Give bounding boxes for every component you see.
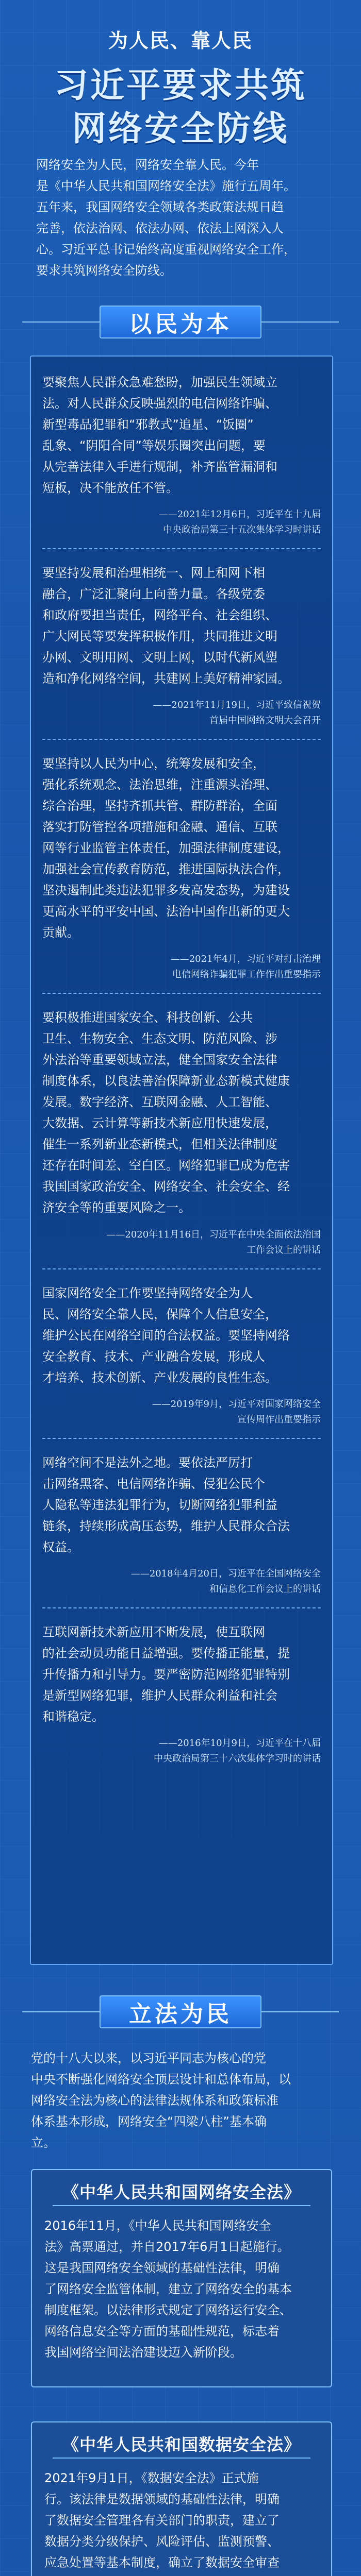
quote-line: 综合治理，坚持齐抓共管、群防群治，全面 — [42, 799, 277, 813]
law-title-rule — [53, 2458, 310, 2459]
quote-line: 要积极推进国家安全、科技创新、公共 — [42, 1010, 253, 1025]
law-line: 了网络安全监管体制，建立了网络安全的基本 — [44, 2282, 292, 2296]
law-line: 2021年9月1日，《数据安全法》正式施 — [44, 2471, 259, 2485]
source-line: ——2021年4月，习近平对打击治理 — [170, 954, 321, 964]
quote-source — [42, 1227, 321, 1258]
intro-line: 网络安全为人民，网络安全靠人民。今年 — [36, 158, 259, 172]
law-body — [44, 2215, 319, 2363]
quote-line: 是新型网络犯罪，维护人民群众利益和社会 — [42, 1688, 277, 1703]
quote-line: 安全教育、技术、产业融合发展，形成人 — [42, 1349, 265, 1364]
quote-source — [42, 952, 321, 982]
intro-line: 要求共筑网络安全防线。 — [36, 263, 172, 278]
intro2-line: 网络安全法为核心的法律法规体系和政策标准 — [31, 2093, 278, 2108]
intro-paragraph — [36, 155, 325, 281]
law-line — [44, 2573, 319, 2576]
section-banner-2 — [0, 1994, 361, 2030]
quote-line: 要聚焦人民群众急难愁盼，加强民生领域立 — [42, 375, 277, 389]
law-line: 法》高票通过，并自2017年6月1日起施行。 — [44, 2240, 290, 2254]
quote-line: 强化系统观念、法治思维，注重源头治理、 — [42, 777, 277, 792]
section-banner-1 — [0, 304, 361, 340]
quote-line: 广大网民等要发挥积极作用，共同推进文明 — [42, 629, 277, 643]
quote-text — [42, 753, 321, 943]
quote-line: 要坚持以人民为中心，统筹发展和安全， — [42, 756, 265, 771]
poster-header — [0, 0, 361, 289]
quote-line: 外法治等重要领域立法，健全国家安全法律 — [42, 1053, 277, 1067]
quote-source — [42, 1566, 321, 1597]
quote-line: 互联网新技术新应用不断发展，使互联网 — [42, 1625, 265, 1639]
quote-line: 法。对人民群众反映强烈的电信网络诈骗、 — [42, 396, 277, 411]
intro-line: 完善，依法治网、依法办网、依法上网深入人 — [36, 221, 284, 235]
quote-line: 我国国家政治安全、网络安全、社会安全、经 — [42, 1179, 290, 1194]
source-line: 电信网络诈骗犯罪工作作出重要指示 — [172, 969, 321, 980]
quote-line: 融合，广泛汇聚向上向善力量。各级党委 — [42, 587, 265, 601]
law-line: 数据分类分级保护、风险评估、监测预警、 — [44, 2534, 280, 2549]
quote-line: 的社会动员功能日益增强。要传播正能量，提 — [42, 1646, 290, 1660]
source-line: ——2021年12月6日，习近平在十九届 — [158, 509, 321, 520]
source-line: 宣传周作出重要指示 — [237, 1414, 321, 1425]
source-line: ——2016年10月9日，习近平在十八届 — [158, 1738, 321, 1749]
quote-line: 权益。 — [42, 1540, 79, 1554]
quote-text — [42, 1622, 321, 1727]
quote-divider — [42, 548, 321, 549]
quote-line: 短板，决不能放任不管。 — [42, 481, 178, 495]
quote-text — [42, 372, 321, 499]
quote-line: 坚决遏制此类违法犯罪多发高发态势，为建设 — [42, 883, 290, 897]
quote-line: 济安全等的重要风险之一。 — [42, 1200, 191, 1215]
quote-line: 卫生、生物安全、生态文明、防范风险、涉 — [42, 1031, 277, 1046]
quote-line: 造和净化网络空间，共建网上美好精神家园。 — [42, 671, 290, 686]
section-title-2: 立法为民 — [100, 1995, 261, 2028]
quote-line: 链条，持续形成高压态势，维护人民群众合法 — [42, 1519, 290, 1533]
intro2-line: 立。 — [31, 2136, 56, 2150]
law-line: 行。该法律是数据领域的基础性法律，明确 — [44, 2492, 280, 2506]
quote-line: 发展。数字经济、互联网金融、人工智能、 — [42, 1095, 277, 1109]
law-line: 了数据安全管理各有关部门的职责，建立了 — [44, 2513, 280, 2528]
quote-divider — [42, 993, 321, 994]
banner-line-right — [261, 2011, 339, 2012]
quote-line: 乱象、“阴阳合同”等娱乐圈突出问题，要 — [42, 438, 266, 453]
quote-source — [42, 507, 321, 538]
quote-text — [42, 1283, 321, 1388]
quote-source — [42, 1397, 321, 1428]
quote-divider — [42, 1268, 321, 1269]
quote-line: 制度体系，以良法善治保障新业态新模式健康 — [42, 1074, 290, 1088]
intro2-line: 体系基本形成，网络安全“四梁八柱”基本确 — [31, 2114, 267, 2129]
law-title: 《中华人民共和国数据安全法》 — [62, 2435, 301, 2454]
source-line: 工作会议上的讲话 — [247, 1245, 321, 1256]
quote-text — [42, 1452, 321, 1558]
source-line: ——2021年11月19日，习近平致信祝贺 — [153, 700, 321, 710]
law-title-rule — [53, 2205, 310, 2206]
quote-line: 办网、文明用网、文明上网，以时代新风塑 — [42, 650, 277, 665]
source-line: ——2018年4月20日，习近平在全国网络安全 — [130, 1568, 321, 1579]
intro-line: 是《中华人民共和国网络安全法》施行五周年。 — [36, 179, 296, 193]
quote-line: 贡献。 — [42, 925, 79, 940]
quote-line: 大数据、云计算等新技术新应用快速发展， — [42, 1116, 277, 1130]
intro2-line: 党的十八大以来，以习近平同志为核心的党 — [31, 2051, 266, 2065]
quote-source — [42, 1736, 321, 1767]
source-line: ——2019年9月，习近平对国家网络安全 — [152, 1399, 321, 1410]
quotes-box — [30, 355, 333, 1965]
quote-line: 和政府要担当责任，网络平台、社会组织、 — [42, 608, 277, 622]
quote-text — [42, 563, 321, 689]
quote-line: 要坚持发展和治理相统一、网上和网下相 — [42, 566, 265, 580]
section-title-1: 以民为本 — [100, 306, 261, 338]
law-line: 这是我国网络安全领域的基础性法律，明确 — [44, 2261, 280, 2275]
quote-line: 从完善法律入手进行规制，补齐监管漏洞和 — [42, 460, 277, 474]
quote-line: 民、网络安全靠人民，保障个人信息安全， — [42, 1307, 277, 1321]
quote-line: 还存在时间差、空白区。网络犯罪已成为危害 — [42, 1158, 290, 1173]
quote-line: 网等行业监管主体责任，加强法律制度建设， — [42, 841, 290, 855]
banner-line-left — [22, 321, 100, 323]
quote-line: 升传播力和引导力。要严密防范网络犯罪特别 — [42, 1667, 290, 1682]
poster-kicker: 为人民、靠人民 — [108, 29, 253, 52]
quote-source — [42, 698, 321, 728]
section2-intro — [31, 2048, 330, 2154]
law-card-cybersecurity-law — [31, 2169, 332, 2387]
banner-line-left — [22, 2011, 100, 2012]
quote-line: 才培养、技术创新、产业发展的良性生态。 — [42, 1370, 277, 1385]
law-body — [44, 2468, 319, 2576]
law-line: 应急处置等基本制度，确立了数据安全审查 — [44, 2555, 280, 2570]
banner-line-right — [261, 321, 339, 323]
poster-title-line-2: 网络安全防线 — [72, 109, 289, 148]
quote-divider — [42, 1607, 321, 1608]
poster-title-line-1: 习近平要求共筑 — [54, 65, 307, 105]
intro-line: 五年来，我国网络安全领域各类政策法规日趋 — [36, 200, 284, 214]
quote-line: 催生一系列新业态新模式，但相关法律制度 — [42, 1137, 277, 1151]
quote-line: 国家网络安全工作要坚持网络安全为人 — [42, 1286, 253, 1300]
intro2-line: 中央不断强化网络安全顶层设计和总体布局，以 — [31, 2072, 291, 2087]
quote-text — [42, 1007, 321, 1218]
intro-line: 心。习近平总书记始终高度重视网络安全工作， — [36, 242, 296, 257]
quote-line: 落实打防管控各项措施和金融、通信、互联 — [42, 820, 277, 834]
source-line: 中央政治局第三十六次集体学习时的讲话 — [154, 1753, 321, 1764]
law-line: 我国网络空间法治建设迈入新阶段。 — [44, 2345, 242, 2360]
law-line: 网络信息安全等方面的基础性规范，标志着 — [44, 2324, 280, 2338]
quote-line: 新型毒品犯罪和“邪教式”追星、“饭圈” — [42, 417, 254, 432]
quote-line: 更高水平的平安中国、法治中国作出新的更大 — [42, 904, 290, 919]
law-line: 制度框架。以法律形式规定了网络运行安全、 — [44, 2303, 292, 2317]
source-line: ——2020年11月16日，习近平在中央全面依法治国 — [106, 1229, 321, 1240]
quote-line: 人隐私等违法犯罪行为，切断网络犯罪利益 — [42, 1498, 277, 1512]
quote-line: 维护公民在网络空间的合法权益。要坚持网络 — [42, 1328, 290, 1343]
source-line: 首届中国网络文明大会召开 — [209, 715, 321, 726]
quote-divider — [42, 739, 321, 740]
law-line: 2016年11月，《中华人民共和国网络安全 — [44, 2218, 271, 2233]
source-line: 和信息化工作会议上的讲话 — [209, 1584, 321, 1595]
quote-line: 和谐稳定。 — [42, 1709, 104, 1724]
law-card-data-security-law — [31, 2421, 332, 2576]
source-line: 中央政治局第三十五次集体学习时讲话 — [163, 524, 321, 535]
law-title: 《中华人民共和国网络安全法》 — [62, 2182, 301, 2202]
quote-line: 击网络黑客、电信网络诈骗、侵犯公民个 — [42, 1477, 265, 1491]
quote-line: 加强社会宣传教育防范，推进国际执法合作， — [42, 862, 290, 876]
quote-line: 网络空间不是法外之地。要依法严厉打 — [42, 1455, 253, 1470]
quote-divider — [42, 1438, 321, 1439]
